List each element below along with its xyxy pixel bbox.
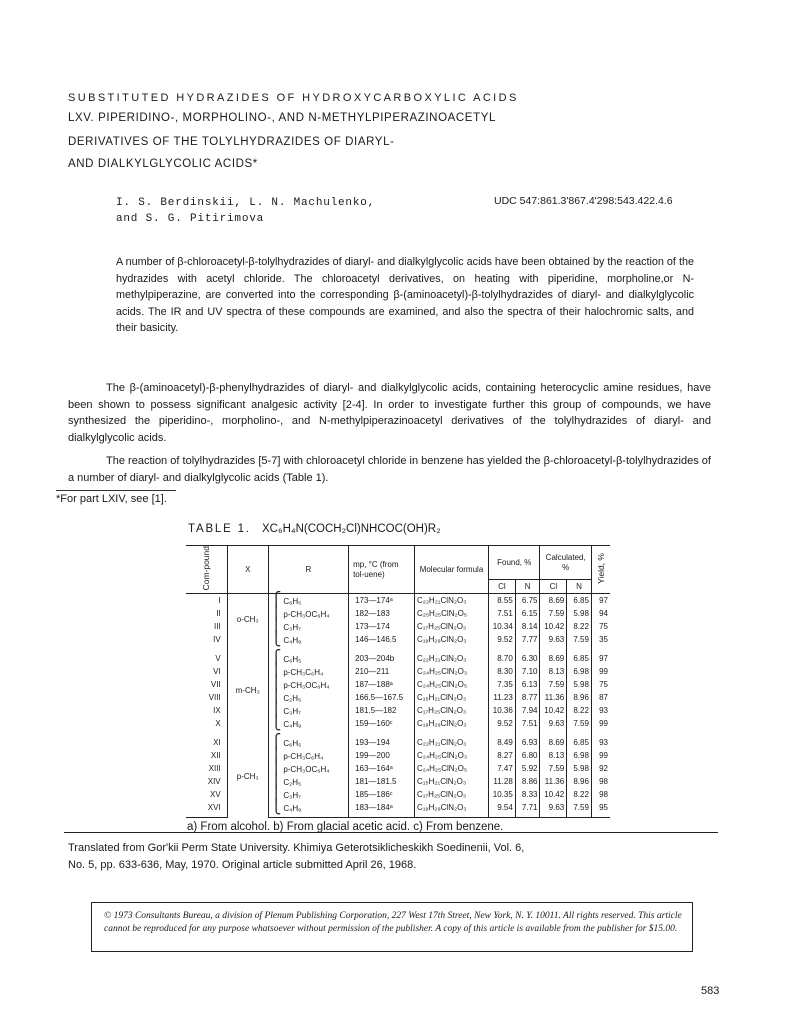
page-number: 583 (701, 985, 720, 997)
divider (64, 832, 718, 833)
header-yield: Yield, % (591, 546, 610, 594)
cell-found-n: 6.75 (515, 594, 540, 608)
brace-glyph: ⎪ (270, 746, 282, 763)
body-paragraph-1: The β-(aminoacetyl)-β-phenylhydrazides of diaryl- and dialkylglycolic acids, containing heterocyclic amine residues, have been shown to possess significant analgesic activity [2-4]. In order to investigate further this group of compounds, we have synthesized the piperidino-, morpholino-, and N-methylpiperazinoacetyl derivatives of the tolylhydrazides of diaryl- and dialkylglycolic acids. (68, 382, 711, 444)
article-title-line-3: AND DIALKYLGLYCOLIC ACIDS* (68, 158, 258, 170)
cell-found-n: 6.80 (515, 749, 540, 762)
cell-compound: III (213, 621, 221, 631)
cell-found-n: 8.14 (515, 620, 540, 633)
header-formula: Molecular formula (414, 546, 488, 594)
article-series-title: SUBSTITUTED HYDRAZIDES OF HYDROXYCARBOXYLIC ACIDS (68, 92, 519, 104)
header-x: X (227, 546, 268, 594)
cell-r-text: C₂H₅ (283, 778, 302, 788)
cell-found-cl: 8.70 (489, 646, 516, 665)
cell-calc-cl: 9.63 (540, 633, 567, 646)
cell-found-cl: 10.36 (489, 704, 516, 717)
copyright-text: © 1973 Consultants Bureau, a division of Plenum Publishing Corporation, 227 West 17th Street, New York, N. Y. 10011. All rights reserved. This article cannot be reproduced for any purpose whatsoever without permission of the publisher. A copy of this article is available from the publisher for $15.00. (104, 911, 682, 934)
cell-calc-n: 8.96 (567, 775, 592, 788)
translation-line-2: No. 5, pp. 633-636, May, 1970. Original article submitted April 26, 1968. (68, 859, 417, 871)
cell-yield: 75 (591, 620, 610, 633)
header-compound: Com-pound (186, 546, 227, 594)
brace-glyph: ⎧ (270, 649, 282, 666)
cell-compound: XII (210, 750, 221, 760)
cell-found-n: 7.10 (515, 665, 540, 678)
udc-code: UDC 547:861.3'867.4'298:543.422.4.6 (494, 195, 673, 207)
cell-compound: VI (213, 666, 221, 676)
cell-r-text: C₆H₅ (283, 739, 302, 749)
cell-formula: C₁₉H₂₉ClN₂O₃ (414, 633, 488, 646)
brace-glyph: ⎪ (270, 701, 282, 718)
authors (116, 195, 375, 227)
cell-calc-n: 6.85 (567, 730, 592, 749)
cell-r-text: p-CH₃C₆H₄ (283, 752, 324, 762)
cell-found-n: 6.93 (515, 730, 540, 749)
cell-calc-cl: 7.59 (540, 762, 567, 775)
cell-calc-n: 8.96 (567, 691, 592, 704)
cell-calc-n: 6.85 (567, 646, 592, 665)
cell-r-text: C₆H₅ (283, 597, 302, 607)
cell-x: p-CH₃ (227, 730, 268, 818)
brace-glyph: ⎪ (270, 662, 282, 679)
cell-r-text: C₆H₅ (283, 655, 302, 665)
cell-calc-cl: 8.69 (540, 730, 567, 749)
table-row (186, 646, 610, 665)
cell-mp: 199—200 (349, 749, 415, 762)
header-calc-n: N (567, 580, 592, 594)
cell-calc-cl: 8.13 (540, 665, 567, 678)
cell-formula: C₁₇H₂₅ClN₂O₃ (414, 620, 488, 633)
cell-yield: 98 (591, 788, 610, 801)
table-body (186, 591, 610, 818)
brace-glyph: ⎪ (270, 604, 282, 621)
cell-calc-cl: 7.59 (540, 607, 567, 620)
article-title-line-1: LXV. PIPERIDINO-, MORPHOLINO-, AND N-METHYLPIPERAZINOACETYL (68, 112, 496, 124)
footnote: *For part LXIV, see [1]. (56, 490, 176, 505)
header-mp: mp, °C (from tol-uene) (349, 546, 415, 594)
cell-yield: 98 (591, 775, 610, 788)
cell-yield: 93 (591, 730, 610, 749)
cell-mp: 159—160ᶜ (349, 717, 415, 730)
cell-compound: VIII (208, 692, 221, 702)
translation-line-1: Translated from Gor'kii Perm State University. Khimiya Geterotsiklicheskikh Soedinenii, Vol. 6, (68, 842, 525, 854)
cell-yield: 35 (591, 633, 610, 646)
cell-yield: 99 (591, 749, 610, 762)
cell-calc-n: 5.98 (567, 678, 592, 691)
cell-compound: IX (213, 705, 221, 715)
cell-calc-n: 5.98 (567, 762, 592, 775)
cell-r-text: C₄H₉ (283, 720, 302, 730)
cell-calc-cl: 9.63 (540, 801, 567, 818)
cell-mp: 181—181.5 (349, 775, 415, 788)
cell-formula: C₂₂H₂₁ClN₂O₃ (414, 594, 488, 608)
cell-yield: 99 (591, 665, 610, 678)
cell-mp: 173—174 (349, 620, 415, 633)
cell-mp: 146—146.5 (349, 633, 415, 646)
cell-found-cl: 8.27 (489, 749, 516, 762)
cell-calc-n: 8.22 (567, 620, 592, 633)
cell-calc-cl: 10.42 (540, 620, 567, 633)
cell-formula: C₁₉H₂₉ClN₂O₃ (414, 717, 488, 730)
table-title (188, 523, 441, 535)
cell-found-n: 5.92 (515, 762, 540, 775)
cell-yield: 93 (591, 704, 610, 717)
cell-r-text: p-CH₃OC₆H₄ (283, 765, 330, 775)
cell-calc-cl: 10.42 (540, 704, 567, 717)
table-row (186, 594, 610, 608)
cell-calc-cl: 8.69 (540, 646, 567, 665)
brace-glyph: ⎩ (270, 714, 282, 731)
cell-found-cl: 11.28 (489, 775, 516, 788)
cell-r-text: p-CH₃OC₆H₄ (283, 610, 330, 620)
brace-glyph: ⎪ (270, 759, 282, 776)
header-calc-cl: Cl (540, 580, 567, 594)
cell-r-text: C₃H₇ (283, 623, 301, 633)
cell-calc-cl: 7.59 (540, 678, 567, 691)
cell-compound: XIV (207, 776, 221, 786)
cell-found-n: 7.51 (515, 717, 540, 730)
brace-glyph: ⎪ (270, 617, 282, 634)
cell-mp: 163—164ᵃ (349, 762, 415, 775)
brace-glyph: ⎪ (270, 675, 282, 692)
cell-compound: XI (213, 737, 221, 747)
brace-glyph: ⎪ (270, 688, 282, 705)
cell-calc-cl: 11.36 (540, 775, 567, 788)
cell-mp: 210—211 (349, 665, 415, 678)
cell-found-n: 7.77 (515, 633, 540, 646)
cell-r-text: C₃H₇ (283, 707, 301, 717)
cell-found-cl: 11.23 (489, 691, 516, 704)
table-label: TABLE 1. (188, 523, 251, 535)
cell-formula: C₁₉H₂₉ClN₂O₃ (414, 801, 488, 818)
brace-glyph: ⎪ (270, 785, 282, 802)
body-paragraph-2: The reaction of tolylhydrazides [5-7] with chloroacetyl chloride in benzene has yielded the β-chloroacetyl-β-tolylhydrazides of a number of diaryl- and dialkylglycolic acids (Table 1). (68, 455, 711, 484)
cell-yield: 97 (591, 594, 610, 608)
cell-calc-n: 7.59 (567, 633, 592, 646)
cell-calc-cl: 11.36 (540, 691, 567, 704)
cell-found-n: 6.15 (515, 607, 540, 620)
cell-r-text: p-CH₃OC₆H₄ (283, 681, 330, 691)
cell-compound: IV (213, 634, 221, 644)
cell-compound: X (215, 718, 221, 728)
cell-x: o-CH₃ (227, 594, 268, 647)
cell-found-cl: 7.51 (489, 607, 516, 620)
brace-glyph: ⎧ (270, 591, 282, 608)
cell-mp: 181.5—182 (349, 704, 415, 717)
cell-mp: 187—188ᵃ (349, 678, 415, 691)
cell-calc-cl: 8.13 (540, 749, 567, 762)
header-found: Found, % (489, 546, 540, 580)
header-found-cl: Cl (489, 580, 516, 594)
brace-glyph: ⎩ (270, 630, 282, 647)
cell-found-n: 7.71 (515, 801, 540, 818)
cell-compound: XIII (208, 763, 221, 773)
cell-mp: 193—194 (349, 730, 415, 749)
cell-mp: 173—174ᵃ (349, 594, 415, 608)
cell-formula: C₂₂H₂₁ClN₂O₃ (414, 730, 488, 749)
cell-found-cl: 9.52 (489, 633, 516, 646)
cell-calc-cl: 8.69 (540, 594, 567, 608)
cell-r (268, 630, 348, 647)
cell-formula: C₂₄H₂₅ClN₂O₃ (414, 749, 488, 762)
cell-found-n: 8.77 (515, 691, 540, 704)
cell-mp: 182—183 (349, 607, 415, 620)
cell-r-text: C₄H₉ (283, 804, 302, 814)
cell-calc-cl: 10.42 (540, 788, 567, 801)
cell-mp: 166.5—167.5 (349, 691, 415, 704)
table-row (186, 730, 610, 749)
cell-mp: 183—184ᵃ (349, 801, 415, 818)
cell-found-n: 8.33 (515, 788, 540, 801)
authors-line-2: and S. G. Pitirimova (116, 213, 265, 225)
cell-calc-n: 8.22 (567, 704, 592, 717)
cell-compound: V (215, 653, 221, 663)
cell-calc-cl: 9.63 (540, 717, 567, 730)
brace-glyph: ⎩ (270, 798, 282, 815)
abstract: A number of β-chloroacetyl-β-tolylhydrazides of diaryl- and dialkylglycolic acids have been obtained by the reaction of the hydrazides with acetyl chloride. The chloroacetyl derivatives, on heating with piperidine, morpholine,or N-methylpiperazine, are converted into the corresponding β-(aminoacetyl)-β-tolylhydrazides of diaryl- and dialkylglycolic acids. The IR and UV spectra of these compounds are examined, and also the spectra of their halochromic salts, and their basicity. (116, 256, 694, 335)
cell-calc-n: 6.98 (567, 749, 592, 762)
cell-compound: XVI (186, 801, 227, 818)
cell-found-cl: 7.35 (489, 678, 516, 691)
cell-found-cl: 8.30 (489, 665, 516, 678)
cell-compound: XV (209, 789, 221, 799)
brace-glyph: ⎪ (270, 772, 282, 789)
cell-calc-n: 6.85 (567, 594, 592, 608)
cell-found-cl: 8.49 (489, 730, 516, 749)
cell-formula: C₂₄H₂₅ClN₂O₃ (414, 665, 488, 678)
cell-formula: C₁₅H₂₁ClN₂O₃ (414, 691, 488, 704)
cell-yield: 87 (591, 691, 610, 704)
cell-r-text: C₂H₅ (283, 694, 302, 704)
cell-calc-n: 7.59 (567, 801, 592, 818)
cell-found-cl: 9.54 (489, 801, 516, 818)
cell-yield: 95 (591, 801, 610, 818)
cell-yield: 99 (591, 717, 610, 730)
cell-compound: II (216, 608, 221, 618)
cell-found-n: 7.94 (515, 704, 540, 717)
cell-found-cl: 10.34 (489, 620, 516, 633)
cell-r-text: C₃H₇ (283, 791, 301, 801)
cell-formula: C₁₅H₂₁ClN₂O₃ (414, 775, 488, 788)
cell-found-cl: 9.52 (489, 717, 516, 730)
cell-calc-n: 5.98 (567, 607, 592, 620)
cell-found-n: 8.86 (515, 775, 540, 788)
cell-yield: 75 (591, 678, 610, 691)
cell-yield: 94 (591, 607, 610, 620)
cell-calc-n: 8.22 (567, 788, 592, 801)
cell-calc-n: 6.98 (567, 665, 592, 678)
cell-compound: VII (210, 679, 221, 689)
cell-found-n: 6.13 (515, 678, 540, 691)
cell-r-text: p-CH₃C₆H₄ (283, 668, 324, 678)
brace-glyph: ⎧ (270, 733, 282, 750)
cell-mp: 203—204b (349, 646, 415, 665)
table-formula: XC₆H₄N(COCH₂Cl)NHCOC(OH)R₂ (261, 523, 441, 535)
cell-yield: 92 (591, 762, 610, 775)
cell-r (268, 798, 348, 818)
cell-found-cl: 7.47 (489, 762, 516, 775)
article-title-line-2: DERIVATIVES OF THE TOLYLHYDRAZIDES OF DIARYL- (68, 136, 395, 148)
data-table (186, 545, 610, 818)
cell-formula: C₁₇H₂₅ClN₂O₃ (414, 704, 488, 717)
cell-formula: C₂₅H₂₅ClN₂O₅ (414, 607, 488, 620)
cell-found-cl: 10.35 (489, 788, 516, 801)
cell-found-n: 6.30 (515, 646, 540, 665)
translation-note (68, 840, 728, 874)
cell-formula: C₂₄H₂₅ClN₂O₅ (414, 678, 488, 691)
authors-line-1: I. S. Berdinskii, L. N. Machulenko, (116, 197, 376, 209)
cell-calc-n: 7.59 (567, 717, 592, 730)
header-found-n: N (515, 580, 540, 594)
cell-found-cl: 8.55 (489, 594, 516, 608)
cell-r (268, 714, 348, 731)
cell-compound: I (218, 595, 221, 605)
cell-mp: 185—186ᶜ (349, 788, 415, 801)
cell-formula: C₁₇H₂₅ClN₂O₃ (414, 788, 488, 801)
cell-r-text: C₄H₉ (283, 636, 302, 646)
cell-x: m-CH₃ (227, 646, 268, 730)
header-calculated: Calculated, % (540, 546, 591, 580)
cell-yield: 97 (591, 646, 610, 665)
header-r: R (268, 546, 348, 594)
table-notes: a) From alcohol. b) From glacial acetic acid. c) From benzene. (187, 821, 504, 833)
cell-formula: C₂₂H₂₁ClN₂O₃ (414, 646, 488, 665)
cell-formula: C₂₄H₂₅ClN₂O₅ (414, 762, 488, 775)
